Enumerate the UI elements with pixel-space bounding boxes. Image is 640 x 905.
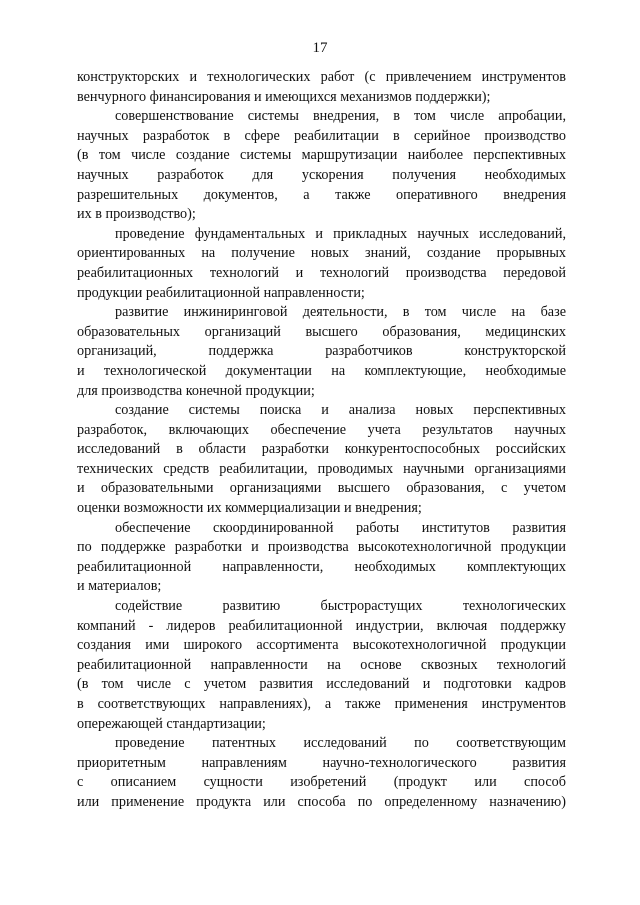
text-line: содействие развитию быстрорастущих технологических (115, 598, 566, 615)
text-line: разрешительных документов, а также оперативного внедрения (77, 186, 566, 203)
text-line: создания ими широкого ассортимента высокотехнологичной продукции (77, 637, 566, 654)
text-line: компаний - лидеров реабилитационной индустрии, включая поддержку (77, 617, 566, 634)
text-line: создание системы поиска и анализа новых перспективных (115, 402, 566, 419)
text-line: и образовательными организациями высшего образования, с учетом (77, 480, 566, 497)
text-line: конструкторских и технологических работ (с привлечением инструментов (77, 69, 566, 85)
paragraph (77, 519, 566, 597)
text-line: для производства конечной продукции; (77, 382, 315, 399)
paragraph (77, 734, 566, 812)
text-line: организаций, поддержка разработчиков конструкторской (77, 343, 566, 360)
text-line: в соответствующих направлениях), а также применения инструментов (77, 696, 566, 712)
text-line: технических средств реабилитации, проводимых научными организациями (77, 460, 566, 477)
document-body (77, 68, 566, 813)
text-line: венчурного финансирования и имеющихся механизмов поддержки); (77, 88, 491, 105)
text-line: с описанием сущности изобретений (продукт или способ (77, 774, 566, 791)
text-line: исследований в области разработки конкурентоспособных российских (77, 441, 566, 458)
text-line: научных разработок для ускорения получения необходимых (77, 166, 566, 183)
text-line: продукции реабилитационной направленности; (77, 284, 365, 301)
text-line: и технологической документации на комплектующие, необходимые (77, 362, 566, 379)
text-line: проведение патентных исследований по соответствующим (115, 735, 566, 752)
text-line: совершенствование системы внедрения, в том числе апробации, (115, 108, 566, 125)
page-number: 17 (312, 40, 328, 56)
text-line: научных разработок в сфере реабилитации в серийное производство (77, 127, 566, 144)
paragraph (77, 303, 566, 401)
text-line: развитие инжиниринговой деятельности, в том числе на базе (115, 304, 566, 321)
text-line: (в том числе создание системы маршрутизации наиболее перспективных (77, 147, 566, 164)
text-line: реабилитационной направленности на основе сквозных технологий (77, 656, 566, 673)
paragraph (77, 597, 566, 734)
text-line: оценки возможности их коммерциализации и внедрения; (77, 500, 422, 517)
text-line: приоритетным направлениям научно-технологического развития (77, 754, 566, 771)
text-line: (в том числе с учетом развития исследований и подготовки кадров (77, 676, 566, 693)
text-line: опережающей стандартизации; (77, 715, 266, 732)
text-line: ориентированных на получение новых знаний, создание прорывных (77, 245, 566, 262)
text-line: разработок, включающих обеспечение учета результатов научных (77, 421, 566, 438)
paragraph (77, 107, 566, 225)
text-line: реабилитационной направленности, необходимых комплектующих (77, 558, 566, 575)
text-line: или применение продукта или способа по определенному назначению) (77, 793, 566, 810)
text-line: и материалов; (77, 578, 162, 595)
paragraph (77, 401, 566, 519)
text-line: по поддержке разработки и производства высокотехнологичной продукции (77, 539, 566, 556)
paragraph (77, 225, 566, 303)
text-line: обеспечение скоординированной работы институтов развития (115, 519, 566, 536)
text-line: их в производство); (77, 206, 196, 223)
text-line: проведение фундаментальных и прикладных научных исследований, (115, 225, 566, 242)
text-line: реабилитационных технологий и технологий производства передовой (77, 264, 566, 281)
text-line: образовательных организаций высшего образования, медицинских (77, 323, 566, 340)
paragraph (77, 68, 566, 107)
